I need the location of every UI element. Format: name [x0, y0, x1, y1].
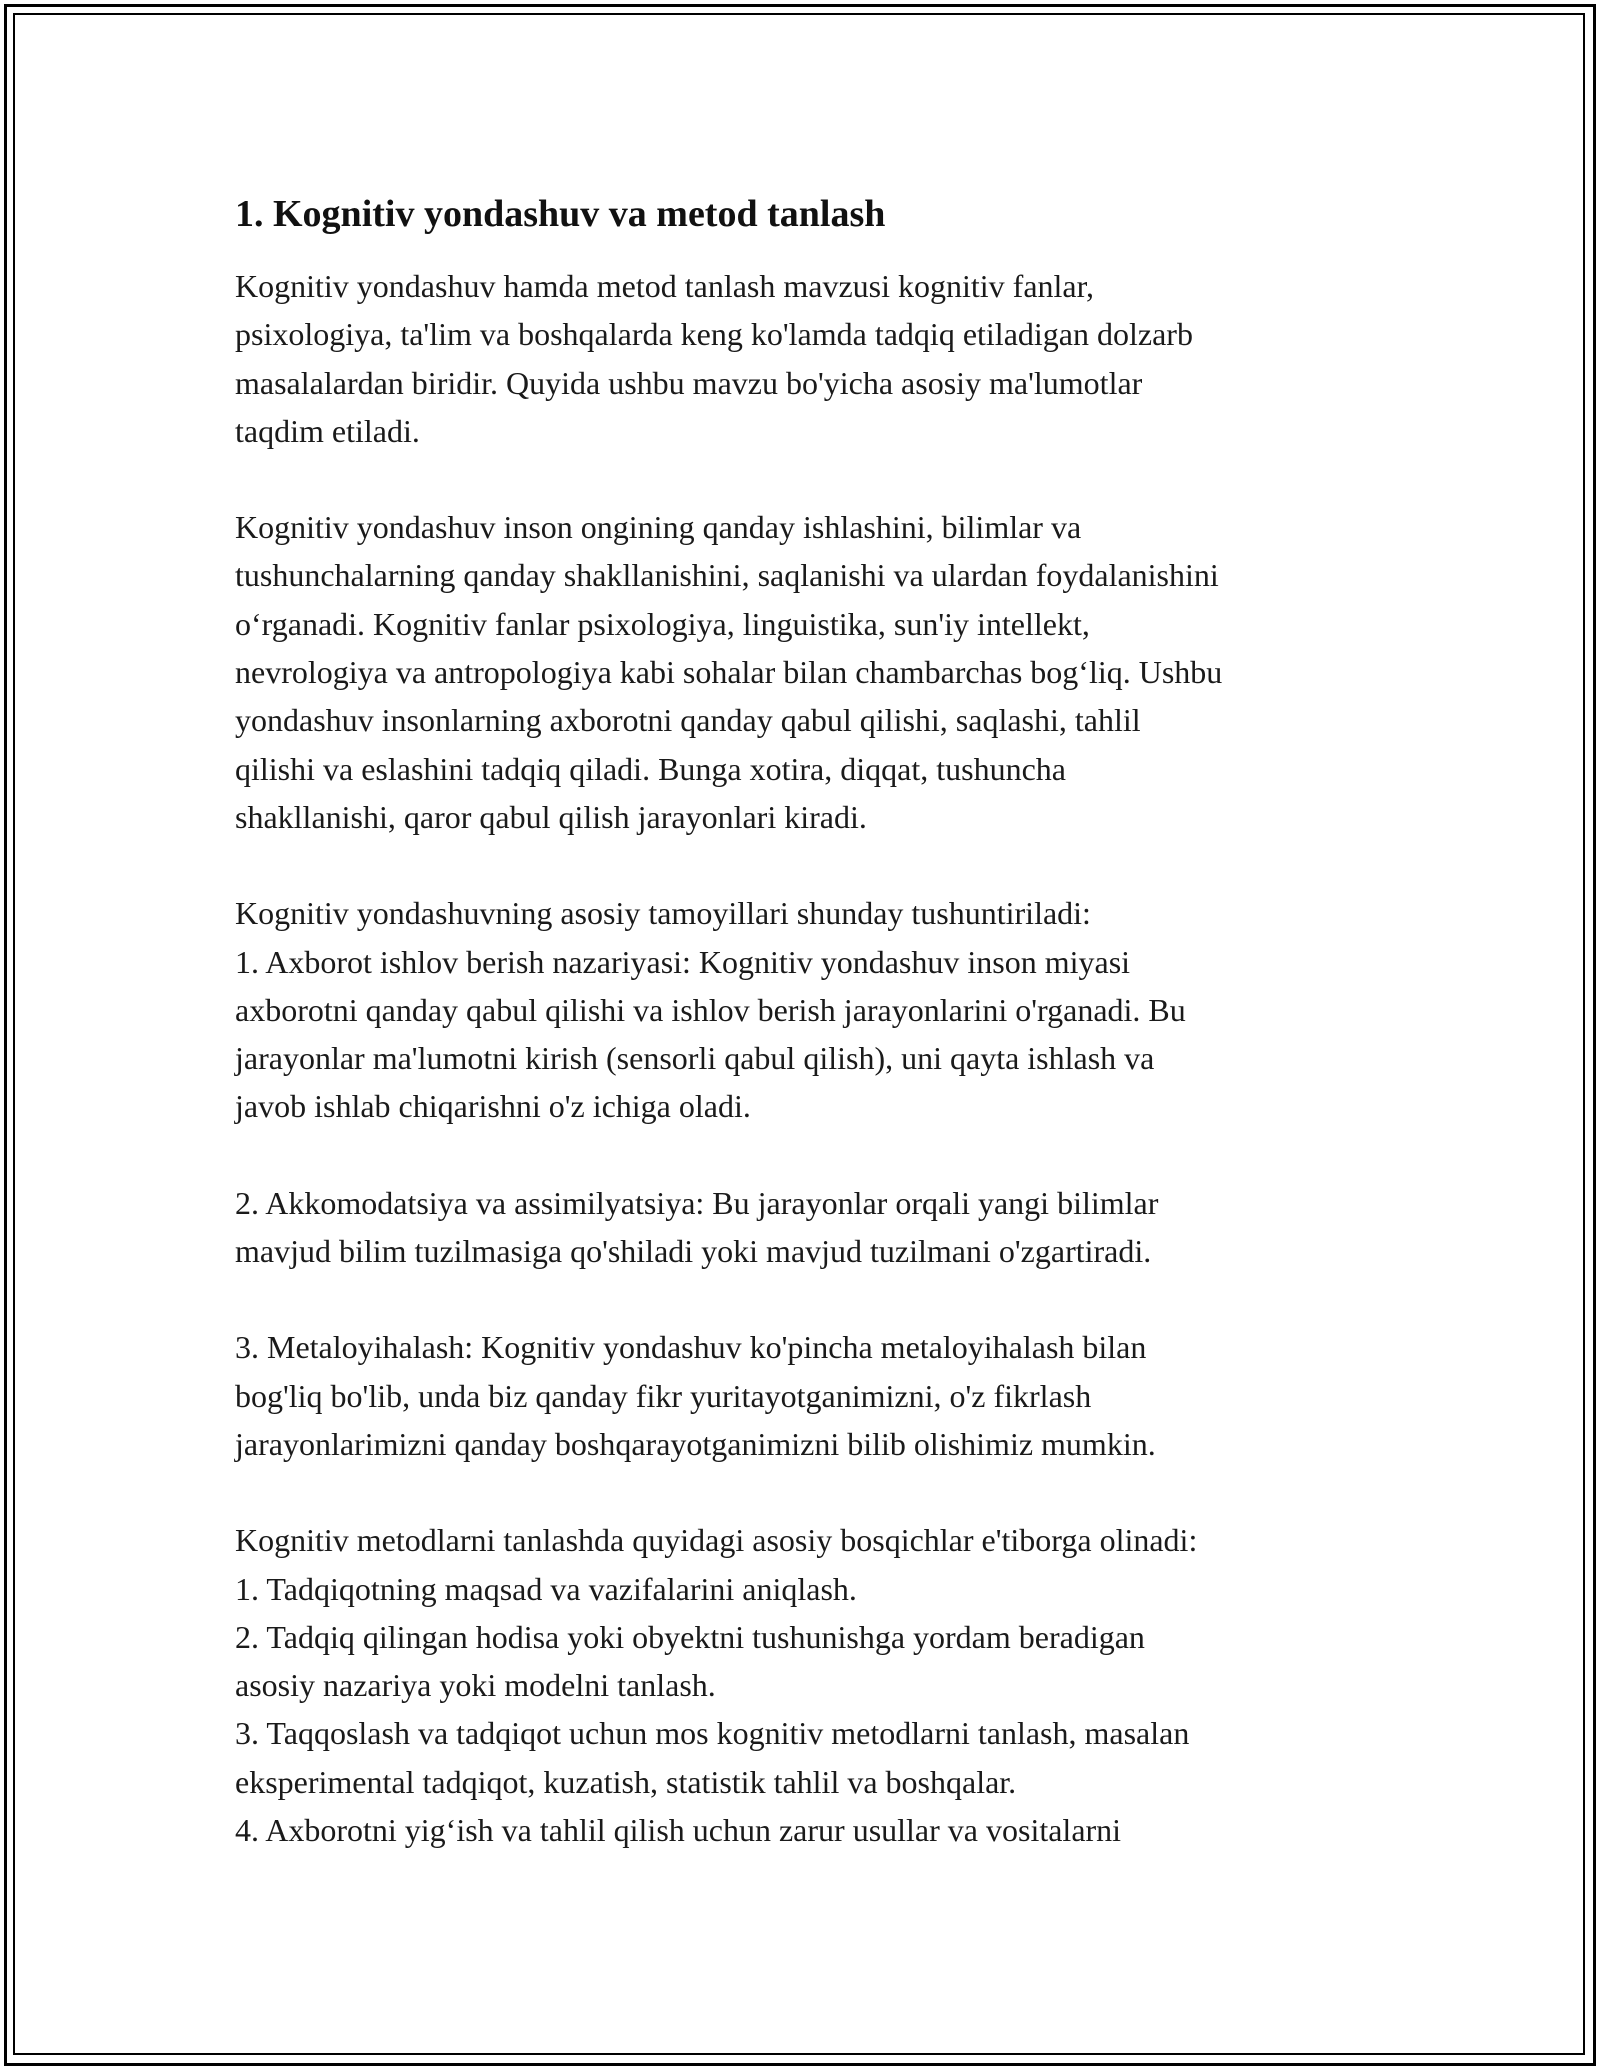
- text-line: 1. Axborot ishlov berish nazariyasi: Kognitiv yondashuv inson miyasi: [235, 943, 1131, 980]
- text-line: taqdim etiladi.: [235, 412, 420, 449]
- text-line: 3. Taqqoslash va tadqiqot uchun mos kognitiv metodlarni tanlash, masalan: [235, 1715, 1190, 1752]
- text-line: nevrologiya va antropologiya kabi sohalar bilan chambarchas bog‘liq. Ushbu: [235, 654, 1223, 691]
- text-line: Kognitiv yondashuvning asosiy tamoyillari shunday tushuntiriladi:: [235, 895, 1091, 932]
- text-line: Kognitiv yondashuv inson ongining qanday ishlashini, bilimlar va: [235, 509, 1082, 546]
- text-line: jarayonlarimizni qanday boshqarayotganimizni bilib olishimiz mumkin.: [235, 1425, 1156, 1462]
- text-line: 1. Tadqiqotning maqsad va vazifalarini aniqlash.: [235, 1570, 857, 1607]
- text-line: o‘rganadi. Kognitiv fanlar psixologiya, linguistika, sun'iy intellekt,: [235, 605, 1090, 642]
- text-line: 2. Akkomodatsiya va assimilyatsiya: Bu jarayonlar orqali yangi bilimlar: [235, 1184, 1159, 1221]
- text-line: yondashuv insonlarning axborotni qanday qabul qilishi, saqlashi, tahlil: [235, 702, 1141, 739]
- text-line: eksperimental tadqiqot, kuzatish, statistik tahlil va boshqalar.: [235, 1763, 1017, 1800]
- text-line: Kognitiv yondashuv hamda metod tanlash mavzusi kognitiv fanlar,: [235, 268, 1094, 304]
- paragraph-metadesign: [235, 1323, 1385, 1468]
- text-line: qilishi va eslashini tadqiq qiladi. Bunga xotira, diqqat, tushuncha: [235, 750, 1066, 787]
- text-line: tushunchalarning qanday shakllanishini, saqlanishi va ulardan foydalanishini: [235, 557, 1219, 594]
- text-line: mavjud bilim tuzilmasiga qo'shiladi yoki mavjud tuzilmani o'zgartiradi.: [235, 1233, 1152, 1270]
- section-heading: 1. Kognitiv yondashuv va metod tanlash: [235, 193, 886, 235]
- paragraph-principles: [235, 889, 1385, 1130]
- document-page: [235, 188, 1385, 1854]
- text-line: masalalardan biridir. Quyida ushbu mavzu bo'yicha asosiy ma'lumotlar: [235, 364, 1143, 401]
- text-line: shakllanishi, qaror qabul qilish jarayonlari kiradi.: [235, 798, 867, 835]
- text-line: bog'liq bo'lib, unda biz qanday fikr yuritayotganimizni, o'z fikrlash: [235, 1377, 1092, 1414]
- text-line: javob ishlab chiqarishni o'z ichiga oladi.: [235, 1088, 751, 1125]
- text-line: 2. Tadqiq qilingan hodisa yoki obyektni tushunishga yordam beradigan: [235, 1618, 1145, 1655]
- paragraph-introduction: [235, 262, 1385, 455]
- paragraph-method-steps: [235, 1516, 1385, 1854]
- paragraph-cognitive-approach: [235, 503, 1385, 841]
- text-line: psixologiya, ta'lim va boshqalarda keng ko'lamda tadqiq etiladigan dolzarb: [235, 316, 1193, 353]
- text-line: 4. Axborotni yig‘ish va tahlil qilish uchun zarur usullar va vositalarni: [235, 1812, 1122, 1849]
- text-line: jarayonlar ma'lumotni kirish (sensorli qabul qilish), uni qayta ishlash va: [235, 1040, 1155, 1077]
- text-line: axborotni qanday qabul qilishi va ishlov berish jarayonlarini o'rganadi. Bu: [235, 991, 1186, 1028]
- text-line: asosiy nazariya yoki modelni tanlash.: [235, 1667, 716, 1704]
- text-line: 3. Metaloyihalash: Kognitiv yondashuv ko'pincha metaloyihalash bilan: [235, 1329, 1147, 1366]
- paragraph-accommodation: [235, 1179, 1385, 1276]
- text-line: Kognitiv metodlarni tanlashda quyidagi asosiy bosqichlar e'tiborga olinadi:: [235, 1522, 1198, 1559]
